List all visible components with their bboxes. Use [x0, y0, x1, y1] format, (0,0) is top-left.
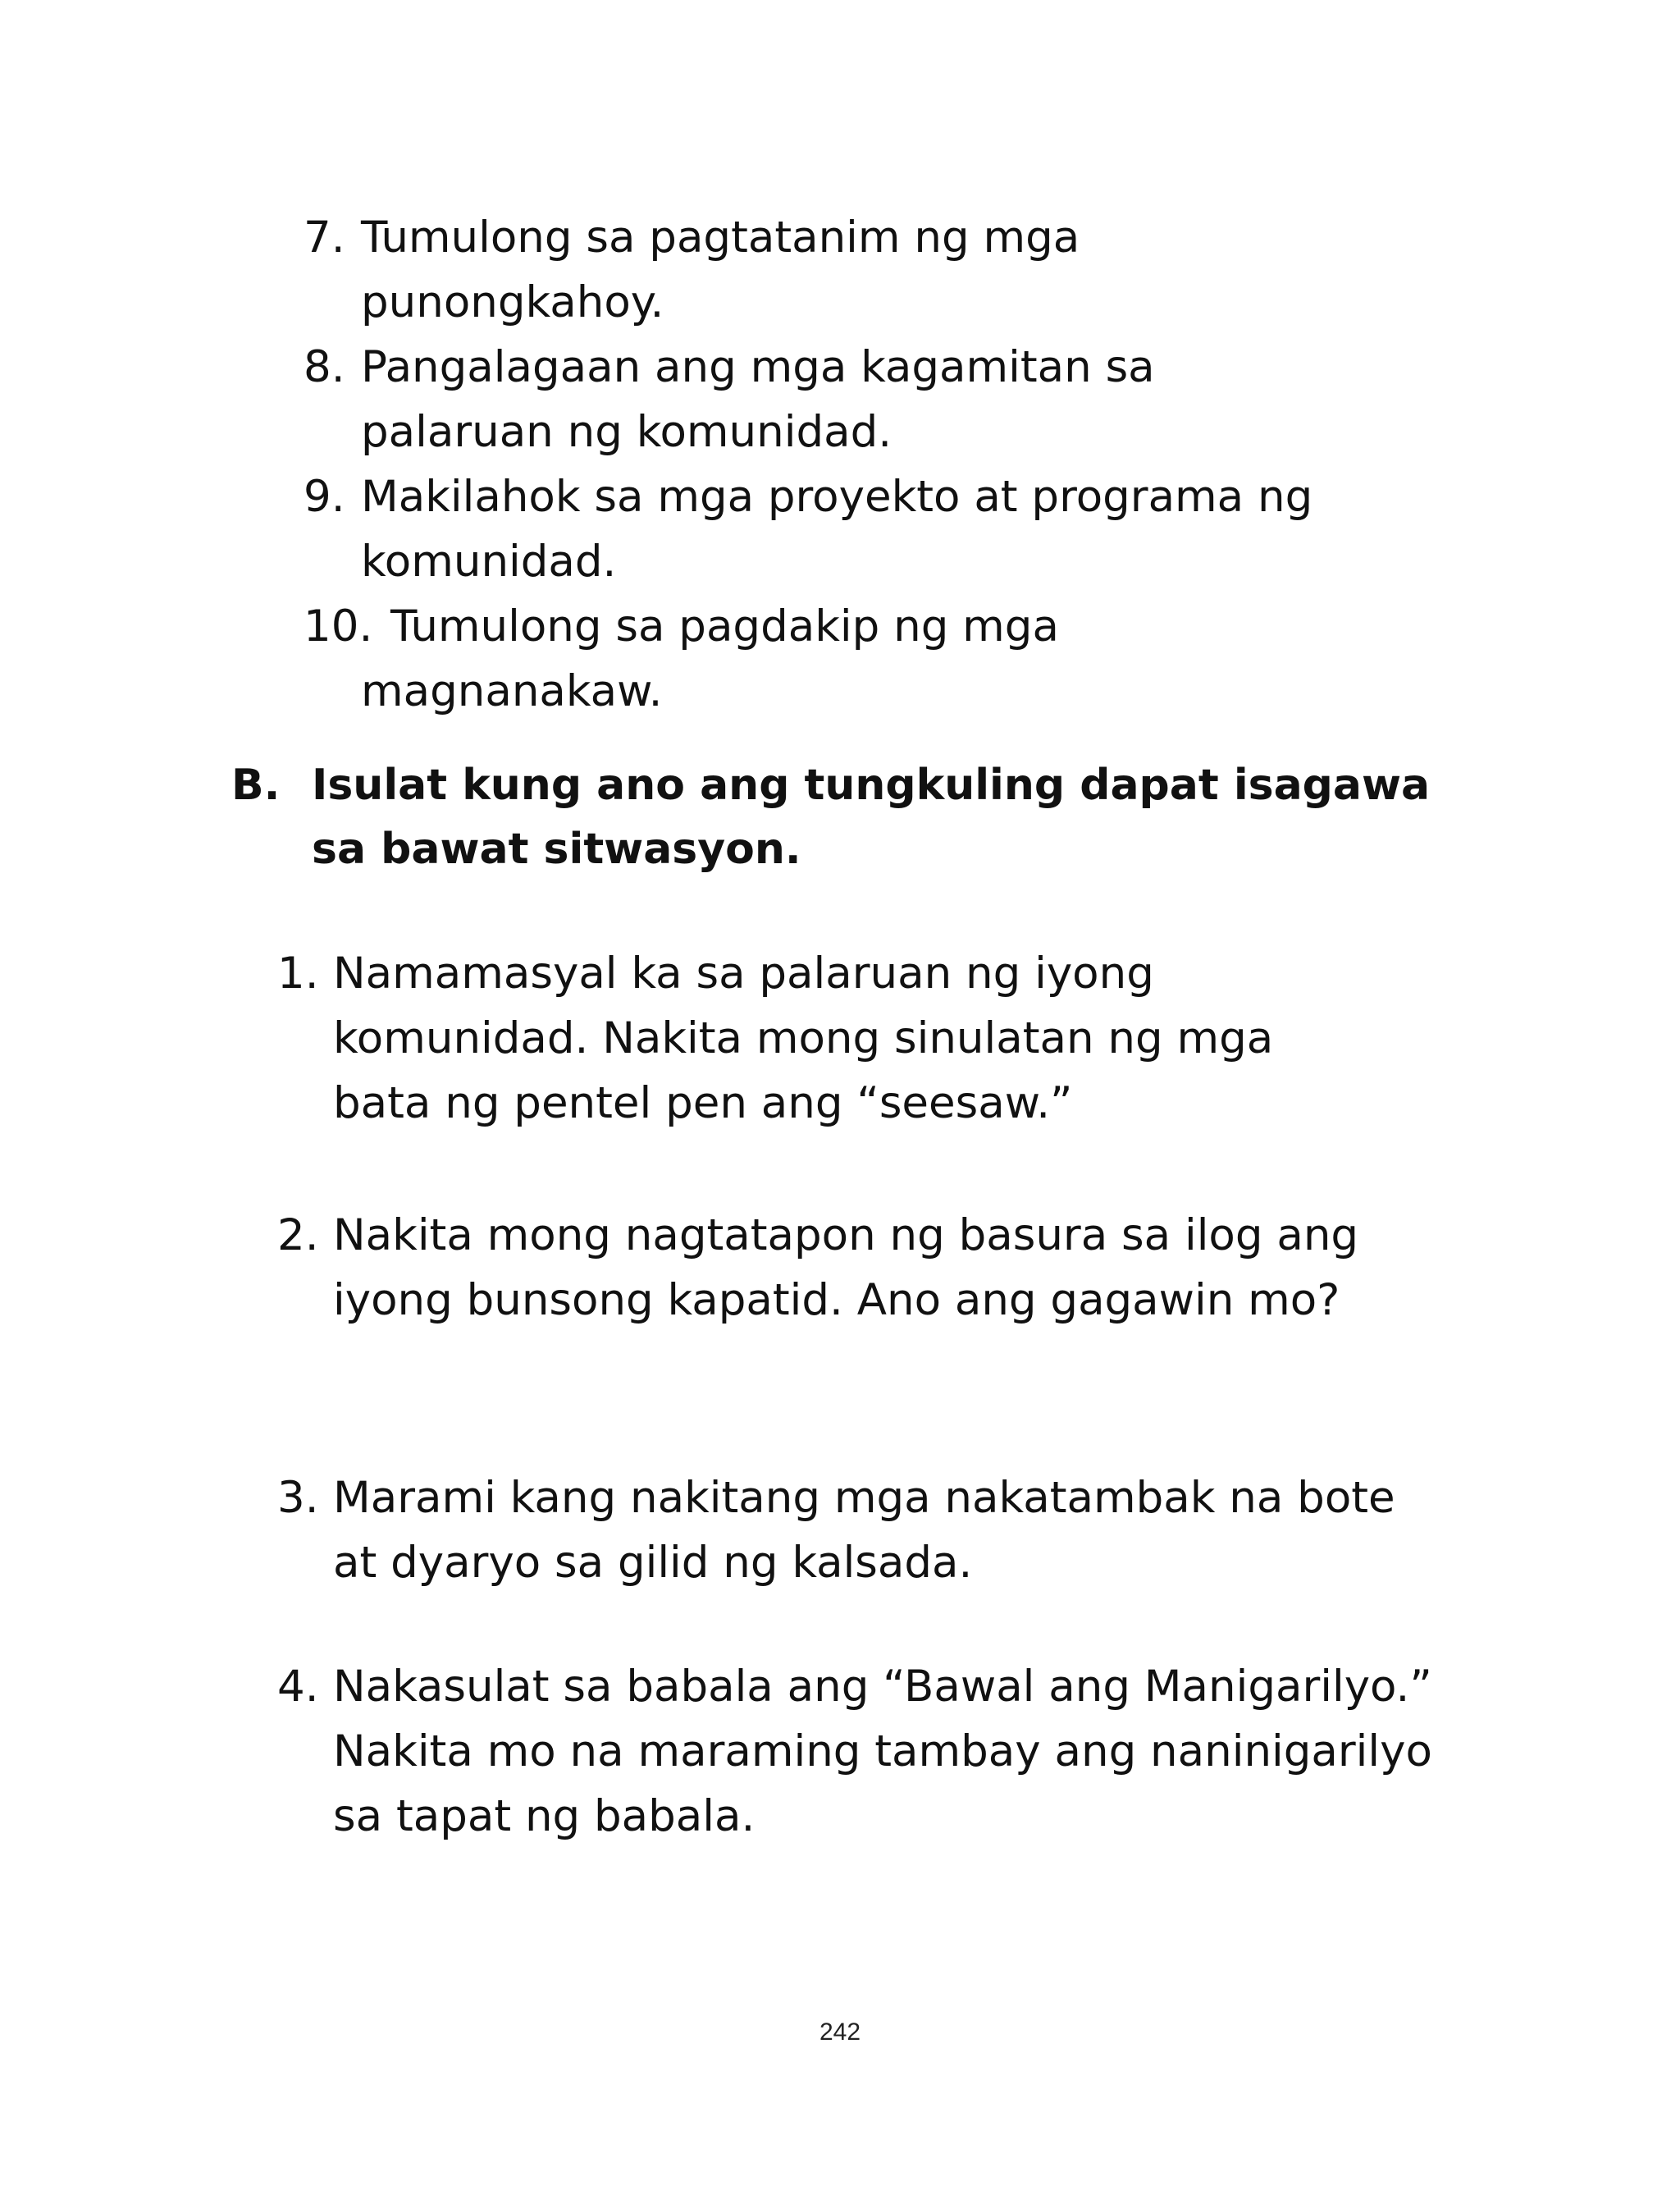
section-letter: B.	[231, 761, 281, 810]
item-text: Makilahok sa mga proyekto at programa ng komunidad.	[361, 472, 1313, 587]
situations-list	[277, 1465, 1475, 1595]
item-text: Namamasyal ka sa palaruan ng iyong komunidad. Nakita mong sinulatan ng mga bata ng pentel pen ang “seesaw.”	[333, 949, 1274, 1128]
list-item	[277, 1203, 1481, 1333]
list-item	[304, 464, 1427, 594]
page-number: 242	[819, 2019, 861, 2046]
situations-list	[277, 941, 1475, 1136]
item-number: 3.	[277, 1473, 319, 1523]
item-number: 2.	[277, 1210, 319, 1260]
item-number: 4.	[277, 1662, 319, 1712]
item-number: 1.	[277, 949, 319, 999]
list-item	[304, 335, 1263, 464]
duties-list-continued	[304, 205, 1452, 724]
section-b	[231, 753, 1462, 881]
item-number: 10.	[304, 601, 373, 652]
situations-list	[277, 1654, 1475, 1849]
item-text: Tumulong sa pagtatanim ng mga punongkahoy.	[361, 213, 1080, 327]
item-text: Tumulong sa pagdakip ng mga magnanakaw.	[361, 601, 1059, 716]
item-number: 9.	[304, 472, 345, 522]
situations-list	[277, 1203, 1475, 1333]
list-item	[277, 941, 1358, 1136]
section-instruction: Isulat kung ano ang tungkuling dapat isagawa sa bawat sitwasyon.	[312, 761, 1431, 874]
item-text: Nakita mong nagtatapon ng basura sa ilog ang iyong bunsong kapatid. Ano ang gagawin mo?	[333, 1210, 1359, 1325]
list-item	[304, 205, 1181, 335]
item-text: Pangalagaan ang mga kagamitan sa palaruan ng komunidad.	[361, 342, 1155, 457]
item-number: 8.	[304, 342, 345, 392]
item-text: Nakasulat sa babala ang “Bawal ang Manigarilyo.” Nakita mo na maraming tambay ang naninigarilyo sa tapat ng babala.	[333, 1662, 1432, 1841]
list-item	[304, 594, 1222, 724]
item-number: 7.	[304, 213, 345, 263]
list-item	[277, 1465, 1416, 1595]
list-item	[277, 1654, 1481, 1849]
item-text: Marami kang nakitang mga nakatambak na bote at dyaryo sa gilid ng kalsada.	[333, 1473, 1395, 1588]
